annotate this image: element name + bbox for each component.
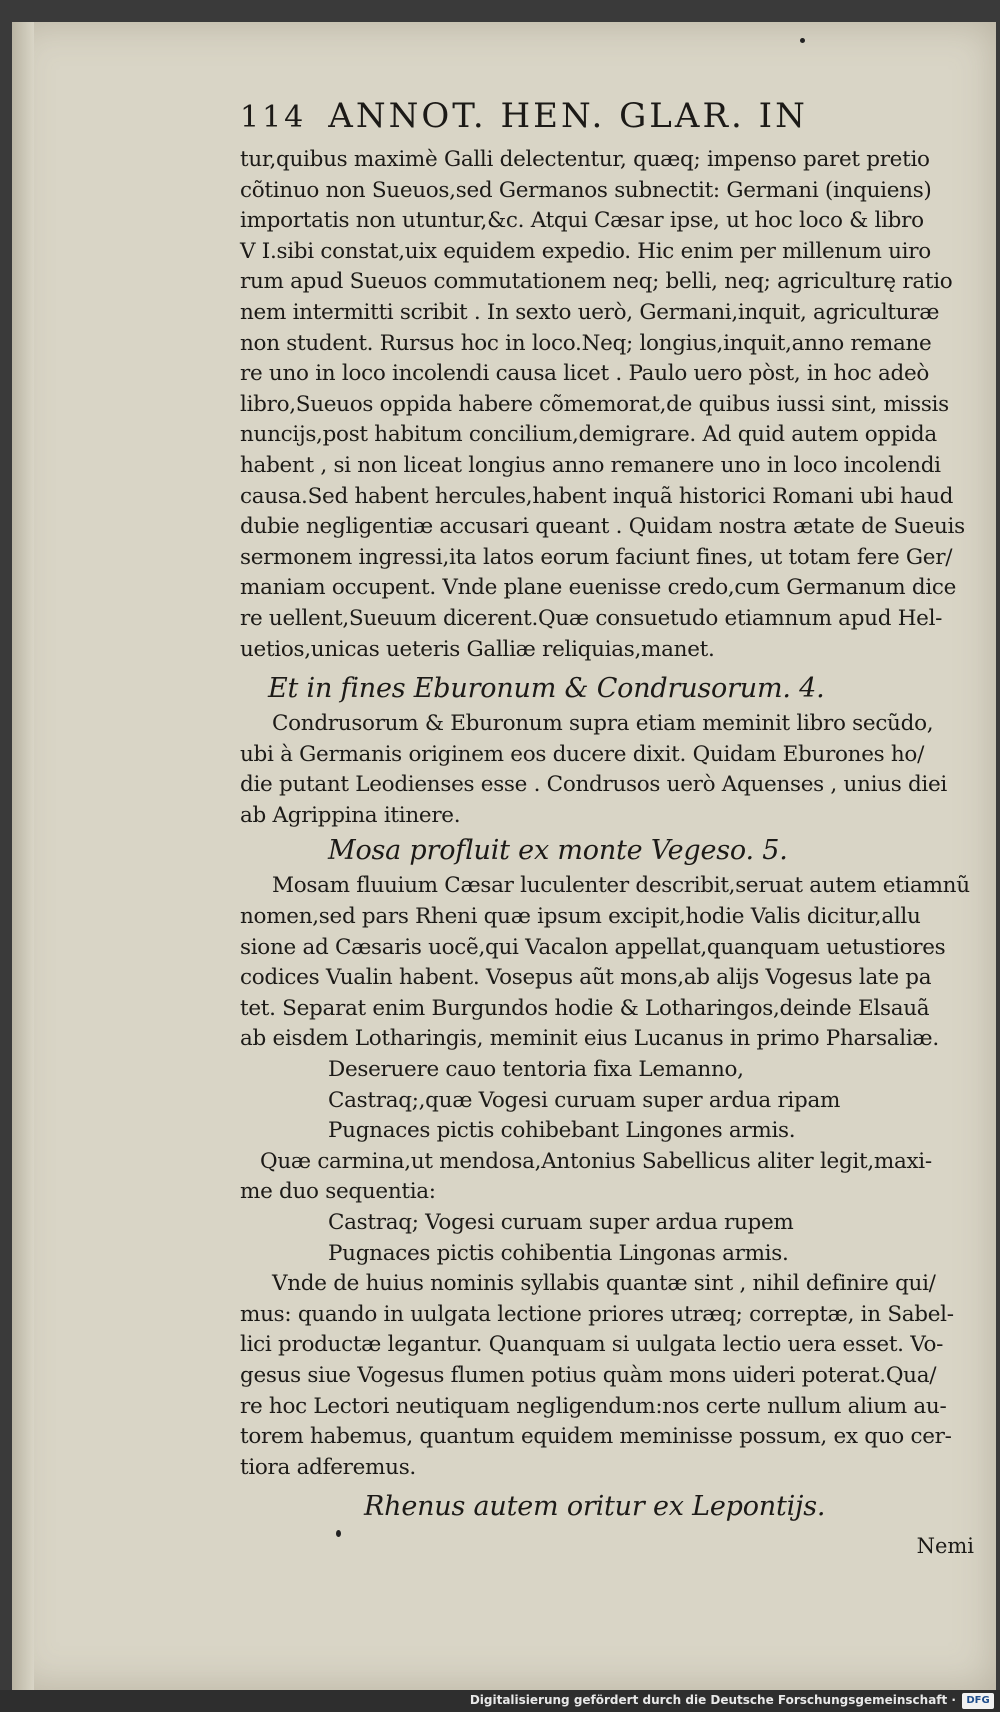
text-line: nem intermitti scribit . In sexto uerò, Germani,inquit, agriculturæ [240,299,940,325]
text-line: torem habemus, quantum equidem meminisse possum, ex quo cer- [240,1424,952,1450]
catchword: Nemi [916,1534,974,1559]
text-line: importatis non utuntur,&c. Atqui Cæsar ipse, ut hoc loco & libro [240,208,924,234]
text-line: sione ad Cæsaris uocẽ,qui Vacalon appellat,quanquam uetustiores [240,934,946,960]
text-line: sermonem ingressi,ita latos eorum faciunt fines, ut totam fere Ger/ [240,544,953,570]
verse-line: Deseruere cauo tentoria fixa Lemanno, [328,1057,744,1083]
verse-line: Pugnaces pictis cohibentia Lingonas armis. [328,1240,789,1266]
text-line: mus: quando in uulgata lectione priores utræq; correptæ, in Sabel- [240,1301,954,1327]
text-line: nuncijs,post habitum concilium,demigrare. Ad quid autem oppida [240,422,937,448]
page-gutter-shadow [12,22,34,1690]
text-line: causa.Sed habent hercules,habent inquã historici Romani ubi haud [240,483,954,509]
text-line: dubie negligentiæ accusari queant . Quidam nostra ætate de Sueuis [240,514,965,540]
text-line: cõtinuo non Sueuos,sed Germanos subnectit: Germani (inquiens) [240,177,932,203]
text-line: maniam occupent. Vnde plane euenisse credo,cum Germanum dice [240,575,957,601]
text-line: tet. Separat enim Burgundos hodie & Lotharingos,deinde Elsauã [240,995,930,1021]
verse-line: Castraq;,quæ Vogesi curuam super ardua ripam [328,1087,841,1113]
running-head-title: ANNOT. HEN. GLAR. IN [328,96,808,136]
text-line: tur,quibus maximè Galli delectentur, quæq; impenso paret pretio [240,147,930,172]
text-line: tiora adferemus. [240,1454,416,1480]
page-text [240,95,980,1563]
text-line: codices Vualin habent. Vosepus aũt mons,ab alijs Vogesus late pa [240,965,932,991]
running-header [240,95,980,139]
text-line: lici productæ legantur. Quanquam si uulgata lectio uera esset. Vo- [240,1332,944,1358]
text-line: Mosam fluuium Cæsar luculenter describit,seruat autem etiamnũ [272,873,970,899]
text-line: ab Agrippina itinere. [240,802,461,828]
dfg-logo: DFG [962,1693,994,1709]
text-line: habent , si non liceat longius anno remanere uno in loco incolendi [240,452,941,478]
digitization-footer [0,1690,1000,1712]
text-line: Quæ carmina,ut mendosa,Antonius Sabellicus aliter legit,maxi- [260,1148,932,1174]
text-line: re uno in loco incolendi causa licet . Paulo uero pòst, in hoc adeò [240,361,930,387]
text-line: ab eisdem Lotharingis, meminit eius Lucanus in primo Pharsaliæ. [240,1026,939,1052]
text-line: re uellent,Sueuum dicerent.Quæ consuetudo etiamnum apud Hel- [240,605,943,631]
text-line: nomen,sed pars Rheni quæ ipsum excipit,hodie Valis dicitur,allu [240,904,921,930]
ink-speck [800,38,805,43]
section-heading: Et in fines Eburonum & Condrusorum. 4. [268,673,825,705]
section-heading: Rhenus autem oritur ex Lepontijs. [364,1491,826,1523]
text-line: rum apud Sueuos commutationem neq; belli, neq; agriculturę ratio [240,269,953,295]
text-line: gesus siue Vogesus flumen potius quàm mons uideri poterat.Qua/ [240,1362,937,1388]
text-line: uetios,unicas ueteris Galliæ reliquias,manet. [240,636,715,662]
verse-line: Pugnaces pictis cohibebant Lingones armis. [328,1118,796,1144]
text-line: me duo sequentia: [240,1179,436,1205]
text-line: libro,Sueuos oppida habere cõmemorat,de quibus iussi sint, missis [240,391,949,417]
text-line: die putant Leodienses esse . Condrusos uerò Aquenses , unius diei [240,772,948,798]
footer-credit: Digitalisierung gefördert durch die Deutsche Forschungsgemeinschaft · [469,1693,956,1707]
text-line: V I.sibi constat,uix equidem expedio. Hic enim per millenum uiro [240,238,931,264]
page-number: 114 [240,100,307,135]
section-heading: Mosa profluit ex monte Vegeso. 5. [328,835,788,867]
text-line: Condrusorum & Eburonum supra etiam meminit libro secũdo, [272,711,934,737]
text-line: Vnde de huius nominis syllabis quantæ sint , nihil definire qui/ [272,1271,936,1297]
text-line: ubi à Germanis originem eos ducere dixit. Quidam Eburones ho/ [240,741,925,767]
verse-line: Castraq; Vogesi curuam super ardua rupem [328,1210,794,1235]
text-line: non student. Rursus hoc in loco.Neq; longius,inquit,anno remane [240,330,932,356]
text-line: re hoc Lectori neutiquam negligendum:nos certe nullum alium au- [240,1393,947,1419]
body-text [240,145,980,1527]
ink-speck [336,1530,341,1537]
